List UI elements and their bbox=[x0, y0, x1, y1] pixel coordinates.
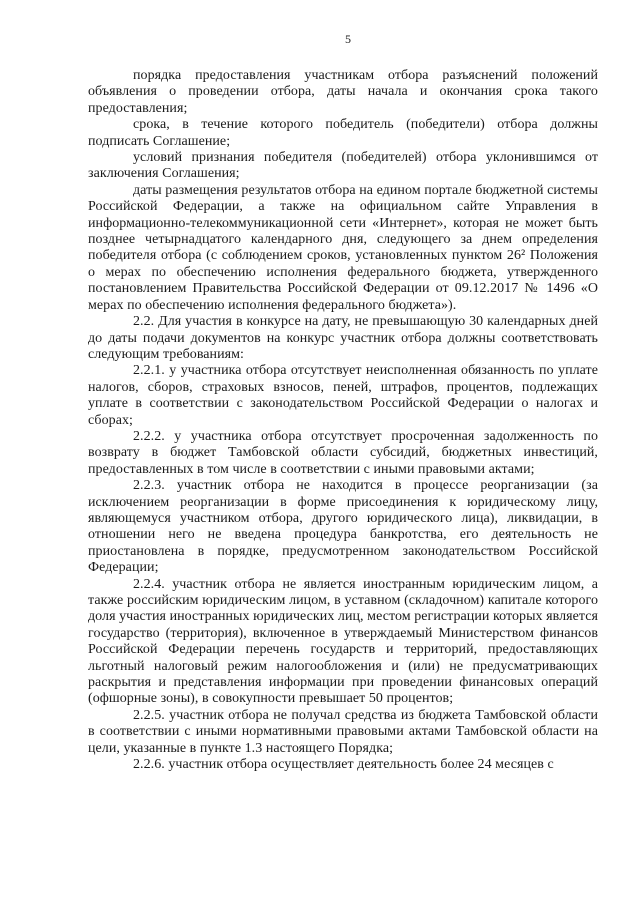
paragraph-results-publication: даты размещения результатов отбора на едином портале бюджетной системы Российской Федерации, а также на официальном сайте Управления в информационно-телекоммуникационной сети «Интернет», которая не может быть позднее четырнадцатого календарного дня, следующего за днем определения победителя отбора (с соблюдением сроков, установленных пунктом 26² Положения о мерах по обеспечению исполнения федерального бюджета, утвержденного постановлением Правительства Российской Федерации от 09.12.2017 № 1496 «О мерах по обеспечению исполнения федерального бюджета»). bbox=[88, 182, 598, 313]
paragraph-2-2-3: 2.2.3. участник отбора не находится в процессе реорганизации (за исключением реорганизации в форме присоединения к юридическому лицу, являющемуся участником отбора, другого юридического лица), ликвидации, в отношении него не введена процедура банкротства, его деятельность не приостановлена в порядке, предусмотренном законодательством Российской Федерации; bbox=[88, 478, 598, 576]
paragraph-evasion-conditions: условий признания победителя (победителей) отбора уклонившимся от заключения Соглашения; bbox=[88, 150, 598, 182]
paragraph-2-2: 2.2. Для участия в конкурсе на дату, не превышающую 30 календарных дней до даты подачи документов на конкурс участник отбора должны соответствовать следующим требованиям: bbox=[88, 314, 598, 362]
paragraph-agreement-signing-term: срока, в течение которого победитель (победители) отбора должны подписать Соглашение; bbox=[88, 117, 598, 149]
document-body bbox=[88, 68, 598, 773]
paragraph-2-2-2: 2.2.2. у участника отбора отсутствует просроченная задолженность по возврату в бюджет Тамбовской области субсидий, бюджетных инвестиций, предоставленных в том числе в соответствии с иными правовыми актами; bbox=[88, 428, 598, 477]
page-number: 5 bbox=[345, 32, 351, 46]
paragraph-2-2-5: 2.2.5. участник отбора не получал средства из бюджета Тамбовской области в соответствии с иными нормативными правовыми актами Тамбовской области на цели, указанные в пункте 1.3 настоящего Порядка; bbox=[88, 707, 598, 756]
paragraph-clarification-procedure: порядка предоставления участникам отбора разъяснений положений объявления о проведении отбора, даты начала и окончания срока такого предоставления; bbox=[88, 68, 598, 116]
paragraph-2-2-4: 2.2.4. участник отбора не является иностранным юридическим лицом, а также российским юридическим лицом, в уставном (складочном) капитале которого доля участия иностранных юридических лиц, местом регистрации которых является государство (территория), включенное в утверждаемый Министерством финансов Российской Федерации перечень государств и территорий, предоставляющих льготный налоговый режим налогообложения и (или) не предусматривающих раскрытия и представления информации при проведении финансовых операций (офшорные зоны), в совокупности превышает 50 процентов; bbox=[88, 576, 598, 707]
paragraph-2-2-6: 2.2.6. участник отбора осуществляет деятельность более 24 месяцев с bbox=[133, 757, 554, 773]
paragraph-2-2-1: 2.2.1. у участника отбора отсутствует неисполненная обязанность по уплате налогов, сборов, страховых взносов, пеней, штрафов, процентов, подлежащих уплате в соответствии с законодательством Российской Федерации о налогах и сборах; bbox=[88, 363, 598, 428]
